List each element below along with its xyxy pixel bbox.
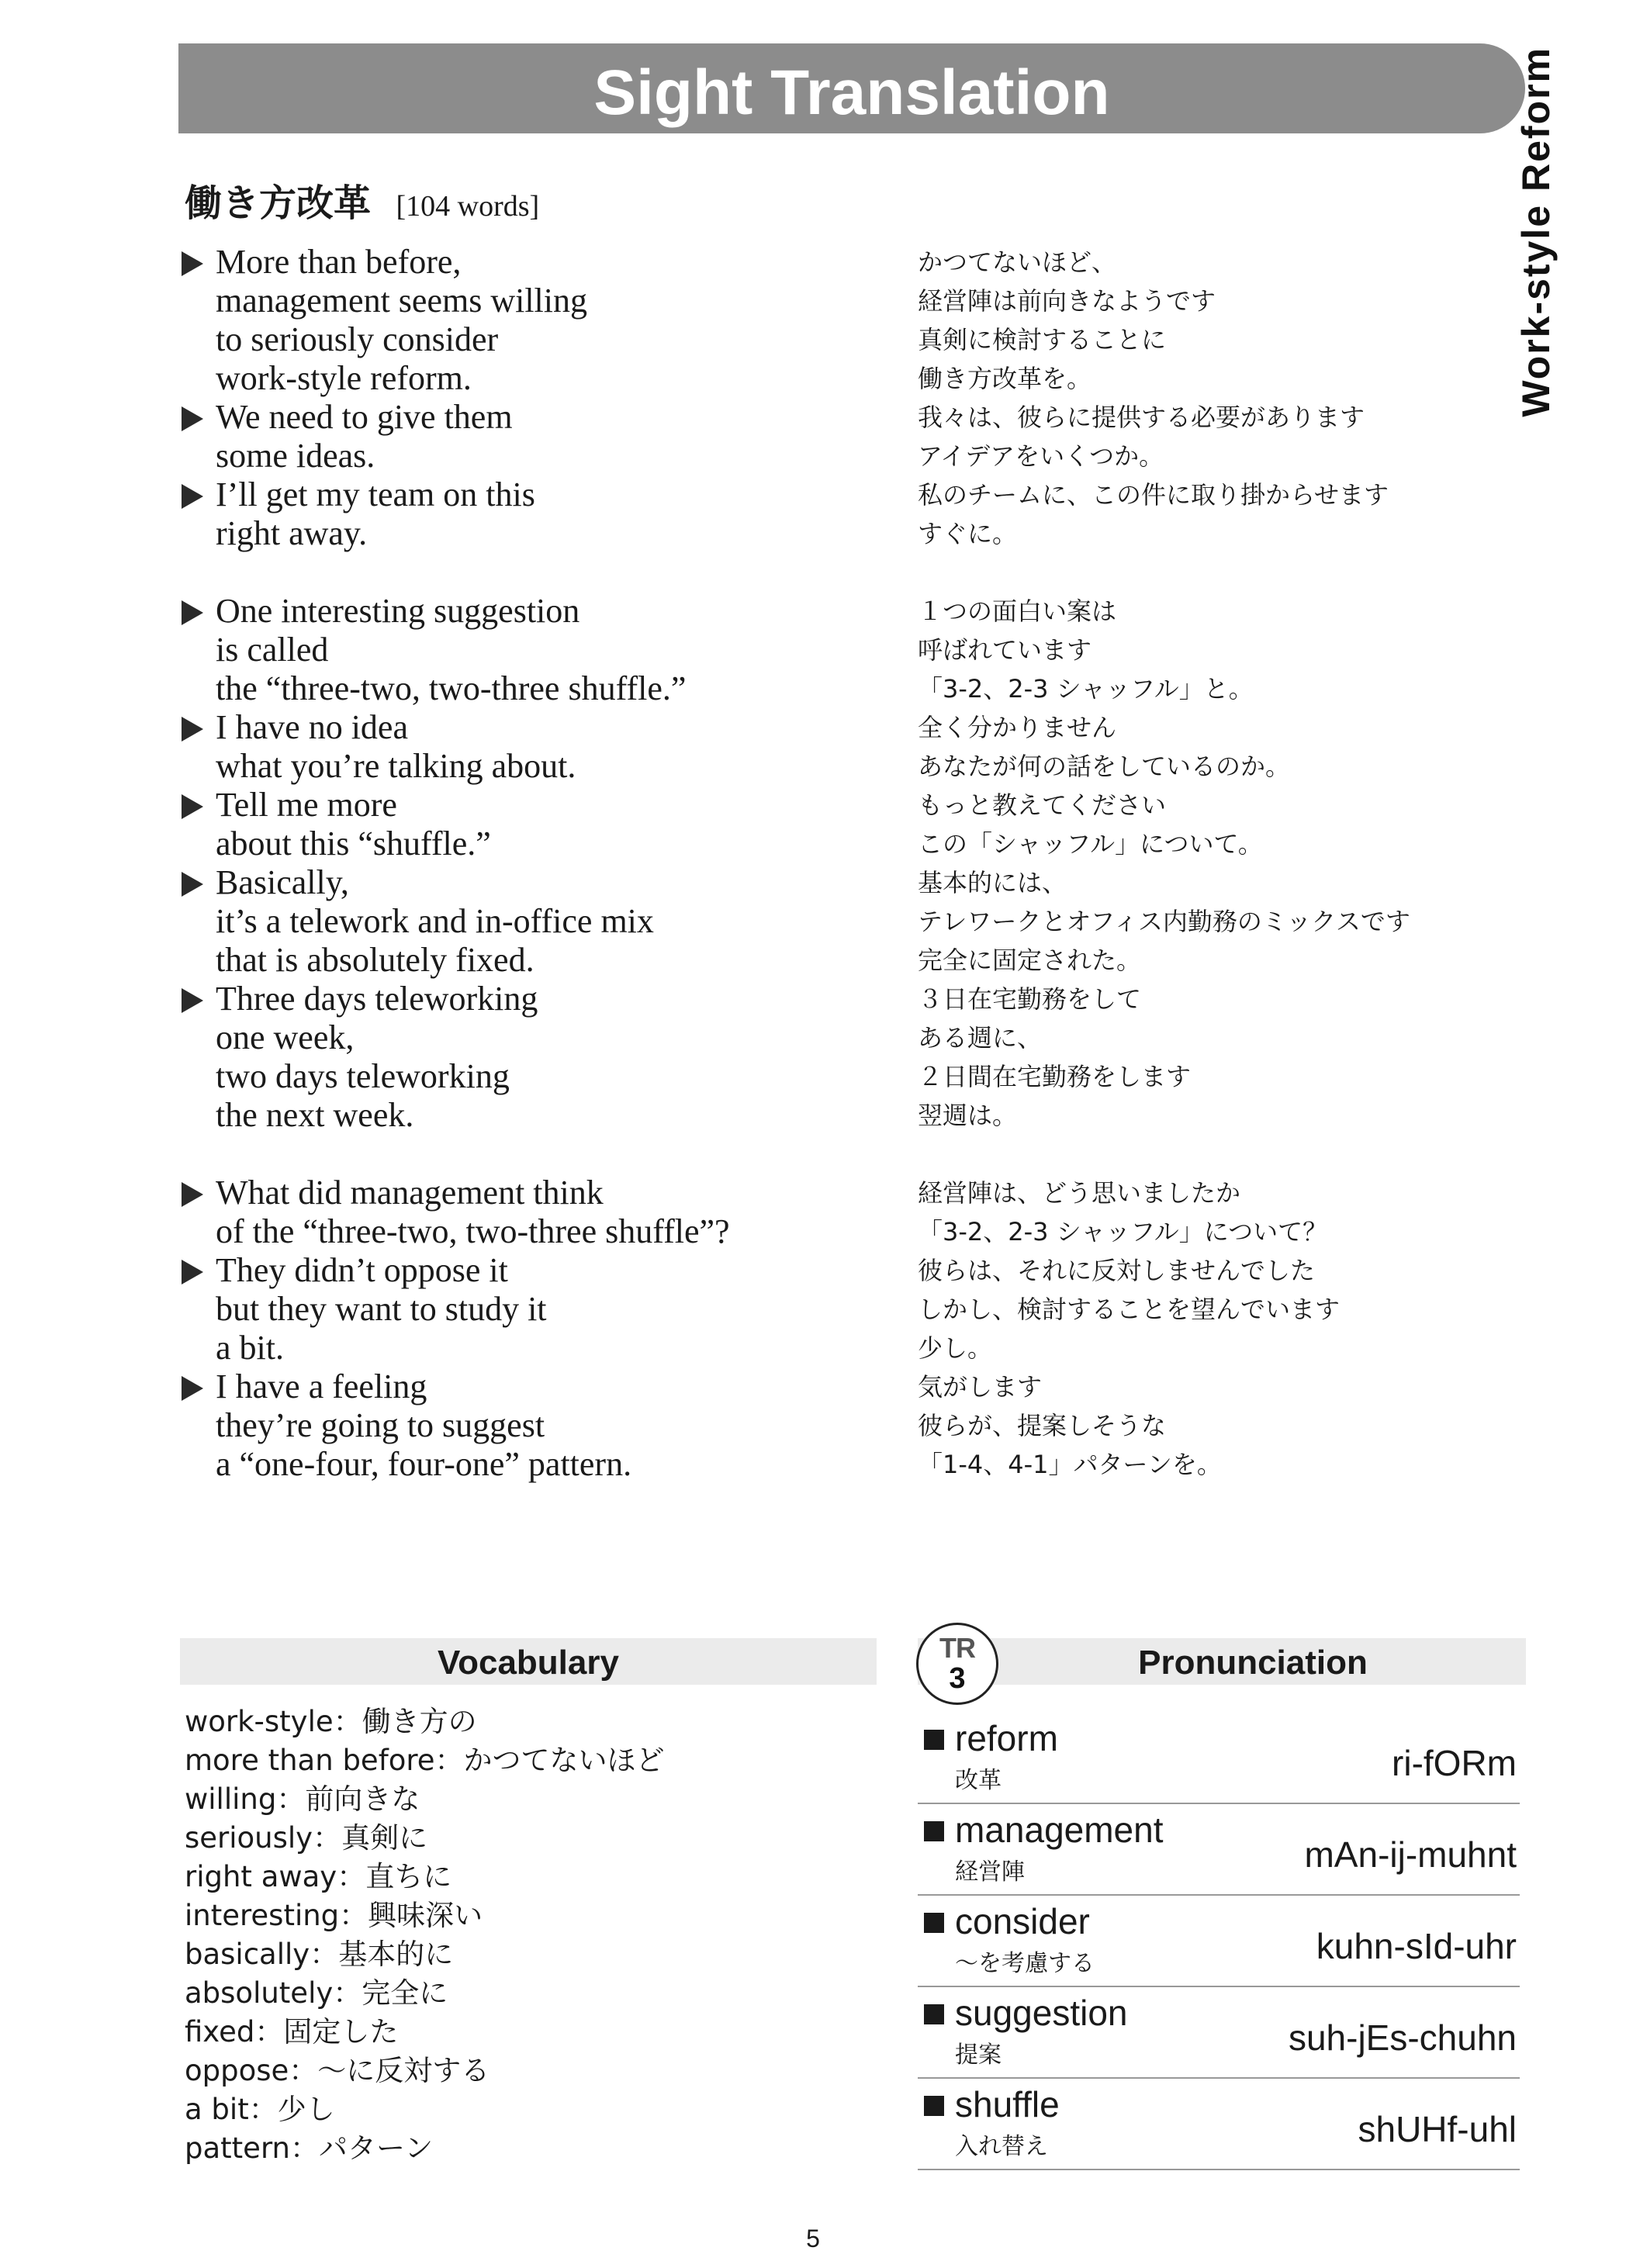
- triangle-bullet-icon: [182, 1376, 203, 1401]
- pronunciation-word: reform: [955, 1718, 1058, 1758]
- pronunciation-meaning: 提案: [955, 2042, 1002, 2069]
- track-label: TR: [939, 1632, 975, 1664]
- vocabulary-item: more than before：かつてないほど: [185, 1744, 665, 1777]
- japanese-line: 気がします: [918, 1372, 1043, 1402]
- english-line: [178, 282, 877, 320]
- english-line: [178, 669, 877, 708]
- pronunciation-header: [918, 1638, 1526, 1685]
- english-line: [178, 825, 877, 863]
- vocabulary-item: absolutely：完全に: [185, 1976, 448, 2010]
- track-number: 3: [949, 1662, 966, 1695]
- japanese-line: ３日在宅勤務をして: [918, 984, 1142, 1014]
- english-text: that is absolutely fixed.: [216, 941, 535, 979]
- english-text: of the “three-two, two-three shuffle”?: [216, 1212, 730, 1250]
- english-line: [178, 320, 877, 359]
- vocabulary-item: a bit：少し: [185, 2093, 335, 2126]
- english-text: is called: [216, 631, 329, 669]
- english-text: Basically,: [216, 863, 349, 901]
- english-line: [178, 1057, 877, 1096]
- pronunciation-list: [918, 1714, 1520, 2172]
- english-text: I have no idea: [216, 708, 408, 746]
- vocabulary-item: interesting：興味深い: [185, 1899, 483, 1932]
- pronunciation-item: [918, 1897, 1520, 1987]
- english-line: [178, 941, 877, 980]
- english-line: [178, 1018, 877, 1057]
- pronunciation-meaning: 入れ替え: [955, 2133, 1048, 2160]
- paragraph-gap: [918, 553, 1562, 592]
- vocabulary-item: basically：基本的に: [185, 1938, 454, 1971]
- japanese-line: 少し。: [918, 1333, 993, 1363]
- english-text: management seems willing: [216, 282, 587, 320]
- english-text: What did management think: [216, 1174, 604, 1212]
- english-line: [178, 514, 877, 553]
- pronunciation-word: shuffle: [955, 2084, 1060, 2125]
- section-heading: [185, 178, 539, 228]
- japanese-line: もっと教えてください: [918, 790, 1167, 820]
- english-line: [178, 708, 877, 747]
- word-count: [104 words]: [396, 190, 540, 223]
- english-line: [178, 631, 877, 669]
- vocabulary-item: fixed：固定した: [185, 2015, 399, 2048]
- square-bullet-icon: [924, 2004, 944, 2024]
- japanese-line: 「3-2、2-3 シャッフル」と。: [918, 674, 1254, 704]
- triangle-bullet-icon: [182, 406, 203, 431]
- square-bullet-icon: [924, 1730, 944, 1750]
- vocabulary-item: oppose：～に反対する: [185, 2054, 490, 2087]
- english-text: More than before,: [216, 243, 462, 281]
- pronunciation-word: consider: [955, 1901, 1090, 1941]
- japanese-line: 彼らが、提案しそうな: [918, 1411, 1167, 1440]
- japanese-line: 基本的には、: [918, 868, 1067, 897]
- english-line: [178, 747, 877, 786]
- page-number: 5: [806, 2225, 820, 2252]
- japanese-line: 経営陣は、どう思いましたか: [918, 1178, 1241, 1208]
- side-label: Work-style Reform: [1514, 47, 1558, 417]
- english-line: [178, 437, 877, 475]
- english-text: one week,: [216, 1018, 355, 1056]
- japanese-line: 「1-4、4-1」パターンを。: [918, 1450, 1222, 1479]
- english-line: [178, 359, 877, 398]
- japanese-line: この「シャッフル」について。: [918, 829, 1263, 859]
- japanese-line: すぐに。: [918, 519, 1018, 548]
- pronunciation-meaning: 経営陣: [955, 1858, 1025, 1886]
- english-line: [178, 1367, 877, 1406]
- japanese-line: 真剣に検討することに: [918, 325, 1167, 354]
- japanese-line: しかし、検討することを望んでいます: [918, 1295, 1341, 1324]
- english-line: [178, 1329, 877, 1367]
- triangle-bullet-icon: [182, 1260, 203, 1284]
- pronunciation-item: [918, 1714, 1520, 1804]
- japanese-line: 働き方改革を。: [918, 364, 1092, 393]
- vocabulary-header: Vocabulary: [180, 1638, 877, 1685]
- pronunciation-respelling: mAn-ij-muhnt: [1304, 1834, 1517, 1875]
- english-text: it’s a telework and in-office mix: [216, 902, 654, 940]
- english-line: [178, 1096, 877, 1135]
- english-line: [178, 1406, 877, 1445]
- english-text: a “one-four, four-one” pattern.: [216, 1445, 632, 1483]
- japanese-line: 呼ばれています: [918, 635, 1092, 665]
- vocabulary-item: willing：前向きな: [185, 1782, 420, 1816]
- english-line: [178, 475, 877, 514]
- english-text: I’ll get my team on this: [216, 475, 535, 513]
- english-column: [178, 243, 877, 1484]
- pronunciation-respelling: shUHf-uhl: [1358, 2109, 1517, 2149]
- english-text: I have a feeling: [216, 1367, 427, 1405]
- english-text: they’re going to suggest: [216, 1406, 545, 1444]
- section-title: 働き方改革: [185, 182, 372, 225]
- square-bullet-icon: [924, 2096, 944, 2116]
- japanese-line: ある週に、: [918, 1023, 1043, 1053]
- english-line: [178, 980, 877, 1018]
- english-text: We need to give them: [216, 398, 513, 436]
- japanese-column: [918, 243, 1562, 1484]
- triangle-bullet-icon: [182, 717, 203, 742]
- track-badge: [916, 1623, 998, 1705]
- triangle-bullet-icon: [182, 251, 203, 276]
- english-text: They didn’t oppose it: [216, 1251, 508, 1289]
- japanese-line: 我々は、彼らに提供する必要があります: [918, 403, 1365, 432]
- pronunciation-respelling: suh-jEs-chuhn: [1288, 2017, 1517, 2058]
- english-line: [178, 1290, 877, 1329]
- english-line: [178, 243, 877, 282]
- triangle-bullet-icon: [182, 600, 203, 625]
- english-line: [178, 1212, 877, 1251]
- english-text: a bit.: [216, 1329, 284, 1367]
- english-line: [178, 1445, 877, 1484]
- english-text: two days teleworking: [216, 1057, 510, 1095]
- japanese-line: 私のチームに、この件に取り掛からせます: [918, 480, 1389, 510]
- paragraph-gap: [918, 1135, 1562, 1174]
- vocabulary-item: work-style：働き方の: [185, 1705, 477, 1738]
- english-line: [178, 1174, 877, 1212]
- japanese-line: テレワークとオフィス内勤務のミックスです: [918, 907, 1410, 936]
- english-line: [178, 786, 877, 825]
- pronunciation-respelling: ri-fORm: [1392, 1743, 1517, 1783]
- paragraph-gap: [178, 1135, 877, 1174]
- japanese-line: かつてないほど、: [918, 247, 1117, 277]
- title-banner: [178, 43, 1525, 133]
- triangle-bullet-icon: [182, 988, 203, 1013]
- english-text: to seriously consider: [216, 320, 499, 358]
- triangle-bullet-icon: [182, 484, 203, 509]
- japanese-line: １つの面白い案は: [918, 596, 1117, 626]
- japanese-line: アイデアをいくつか。: [918, 441, 1164, 471]
- vocabulary-item: seriously：真剣に: [185, 1821, 428, 1855]
- page-title: Sight Translation: [593, 57, 1110, 128]
- japanese-line: ２日間在宅勤務をします: [918, 1062, 1192, 1091]
- japanese-line: 「3-2、2-3 シャッフル」について？: [918, 1217, 1328, 1246]
- pronunciation-word: suggestion: [955, 1993, 1128, 2033]
- english-text: the “three-two, two-three shuffle.”: [216, 669, 687, 707]
- triangle-bullet-icon: [182, 794, 203, 819]
- vocabulary-item: right away：直ちに: [185, 1860, 452, 1893]
- vocabulary-item: pattern：パターン: [185, 2131, 434, 2165]
- pronunciation-meaning: ～を考慮する: [955, 1950, 1095, 1977]
- pronunciation-item: [918, 2080, 1520, 2170]
- triangle-bullet-icon: [182, 872, 203, 897]
- pronunciation-title: Pronunciation: [1138, 1644, 1368, 1682]
- english-text: One interesting suggestion: [216, 592, 580, 630]
- pronunciation-meaning: 改革: [955, 1767, 1002, 1794]
- pronunciation-word: management: [955, 1810, 1164, 1850]
- japanese-line: あなたが何の話をしているのか。: [918, 752, 1291, 781]
- japanese-line: 完全に固定された。: [918, 946, 1142, 975]
- english-text: Tell me more: [216, 786, 397, 824]
- english-text: what you’re talking about.: [216, 747, 576, 785]
- japanese-line: 経営陣は前向きなようです: [918, 286, 1216, 316]
- english-line: [178, 863, 877, 902]
- english-text: work-style reform.: [216, 359, 472, 397]
- japanese-line: 彼らは、それに反対しませんでした: [918, 1256, 1316, 1285]
- english-line: [178, 592, 877, 631]
- triangle-bullet-icon: [182, 1182, 203, 1207]
- square-bullet-icon: [924, 1821, 944, 1841]
- vocabulary-list: [185, 1703, 867, 2168]
- english-text: about this “shuffle.”: [216, 825, 491, 863]
- english-text: right away.: [216, 514, 368, 552]
- japanese-line: 翌週は。: [918, 1101, 1018, 1130]
- english-line: [178, 1251, 877, 1290]
- english-text: some ideas.: [216, 437, 375, 475]
- english-line: [178, 902, 877, 941]
- english-text: the next week.: [216, 1096, 414, 1134]
- english-text: Three days teleworking: [216, 980, 538, 1018]
- pronunciation-respelling: kuhn-sId-uhr: [1316, 1926, 1517, 1966]
- japanese-line: 全く分かりません: [918, 713, 1117, 742]
- paragraph-gap: [178, 553, 877, 592]
- square-bullet-icon: [924, 1913, 944, 1933]
- english-text: but they want to study it: [216, 1290, 547, 1328]
- pronunciation-item: [918, 1989, 1520, 2079]
- english-line: [178, 398, 877, 437]
- pronunciation-item: [918, 1806, 1520, 1896]
